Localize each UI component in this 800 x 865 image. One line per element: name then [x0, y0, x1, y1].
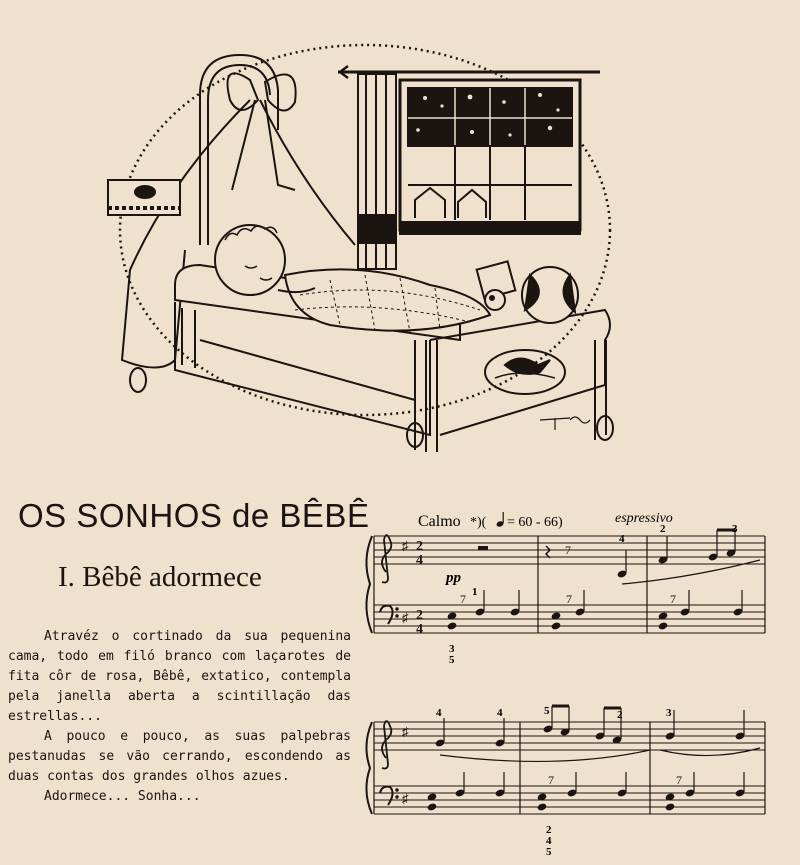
section-heading: I. Bêbê adormece: [58, 561, 262, 593]
fingerings-system-2: [436, 705, 672, 858]
svg-text:4: 4: [546, 835, 552, 847]
expression-mark: espressivo: [615, 511, 673, 526]
paragraph-3: Adormece... Sonha...: [44, 789, 201, 804]
svg-text:4: 4: [416, 553, 423, 568]
svg-text:7: 7: [566, 592, 572, 606]
treble-clef-icon: [382, 721, 391, 769]
paragraph-2: A pouco e pouco, as suas palpebras pestanudas se vão cerrando, escondendo as duas contas dos grandes olhos azues.: [8, 729, 351, 784]
paragraph-1: Atravéz o cortinado da sua pequenina cama, todo em filó branco com laçarotes de fita côr de rosa, Bêbê, extatico, contempla pela janella aberta a scintillação das estrellas...: [8, 629, 351, 724]
star-window-icon: [400, 80, 580, 234]
svg-text:2: 2: [416, 539, 423, 554]
svg-text:3: 3: [666, 707, 672, 719]
svg-text:2: 2: [660, 523, 666, 535]
svg-text:♯: ♯: [402, 791, 409, 806]
system-2: [366, 706, 765, 814]
svg-text:5: 5: [544, 705, 550, 717]
dynamic-mark: pp: [446, 570, 461, 586]
treble-clef-icon: [382, 535, 391, 583]
bass-clef-icon: [380, 606, 398, 624]
tempo-word: Calmo: [418, 513, 461, 530]
svg-text:7: 7: [565, 543, 571, 557]
svg-text:7: 7: [670, 592, 676, 606]
system-1: [366, 530, 765, 637]
svg-text:♯: ♯: [402, 610, 409, 625]
svg-text:3: 3: [449, 643, 455, 655]
fingerings-system-1: [449, 523, 738, 666]
svg-text:7: 7: [460, 592, 466, 606]
svg-text:7: 7: [548, 773, 554, 787]
svg-text:1: 1: [472, 586, 478, 598]
page-title: OS SONHOS de BÊBÊ: [18, 497, 370, 534]
svg-text:4: 4: [497, 707, 503, 719]
metronome-mark: = 60 - 66): [507, 515, 563, 530]
svg-text:♯: ♯: [402, 724, 409, 739]
svg-text:5: 5: [449, 654, 455, 666]
svg-text:2: 2: [546, 824, 552, 836]
svg-text:5: 5: [546, 846, 552, 858]
quarter-note-icon: [496, 512, 505, 528]
story-text: [8, 627, 351, 807]
svg-text:2: 2: [617, 709, 623, 721]
tempo-mark: *)(: [470, 515, 487, 530]
svg-text:♯: ♯: [402, 538, 409, 553]
bass-clef-icon: [380, 787, 398, 805]
svg-text:4: 4: [436, 707, 442, 719]
sheet-music: [360, 500, 800, 860]
bird-emblem-icon: [108, 180, 180, 215]
svg-text:2: 2: [416, 608, 423, 623]
sleeping-baby-illustration: [100, 40, 640, 470]
svg-text:4: 4: [416, 622, 423, 637]
svg-text:3: 3: [732, 523, 738, 535]
svg-text:7: 7: [676, 773, 682, 787]
svg-text:4: 4: [619, 533, 625, 545]
